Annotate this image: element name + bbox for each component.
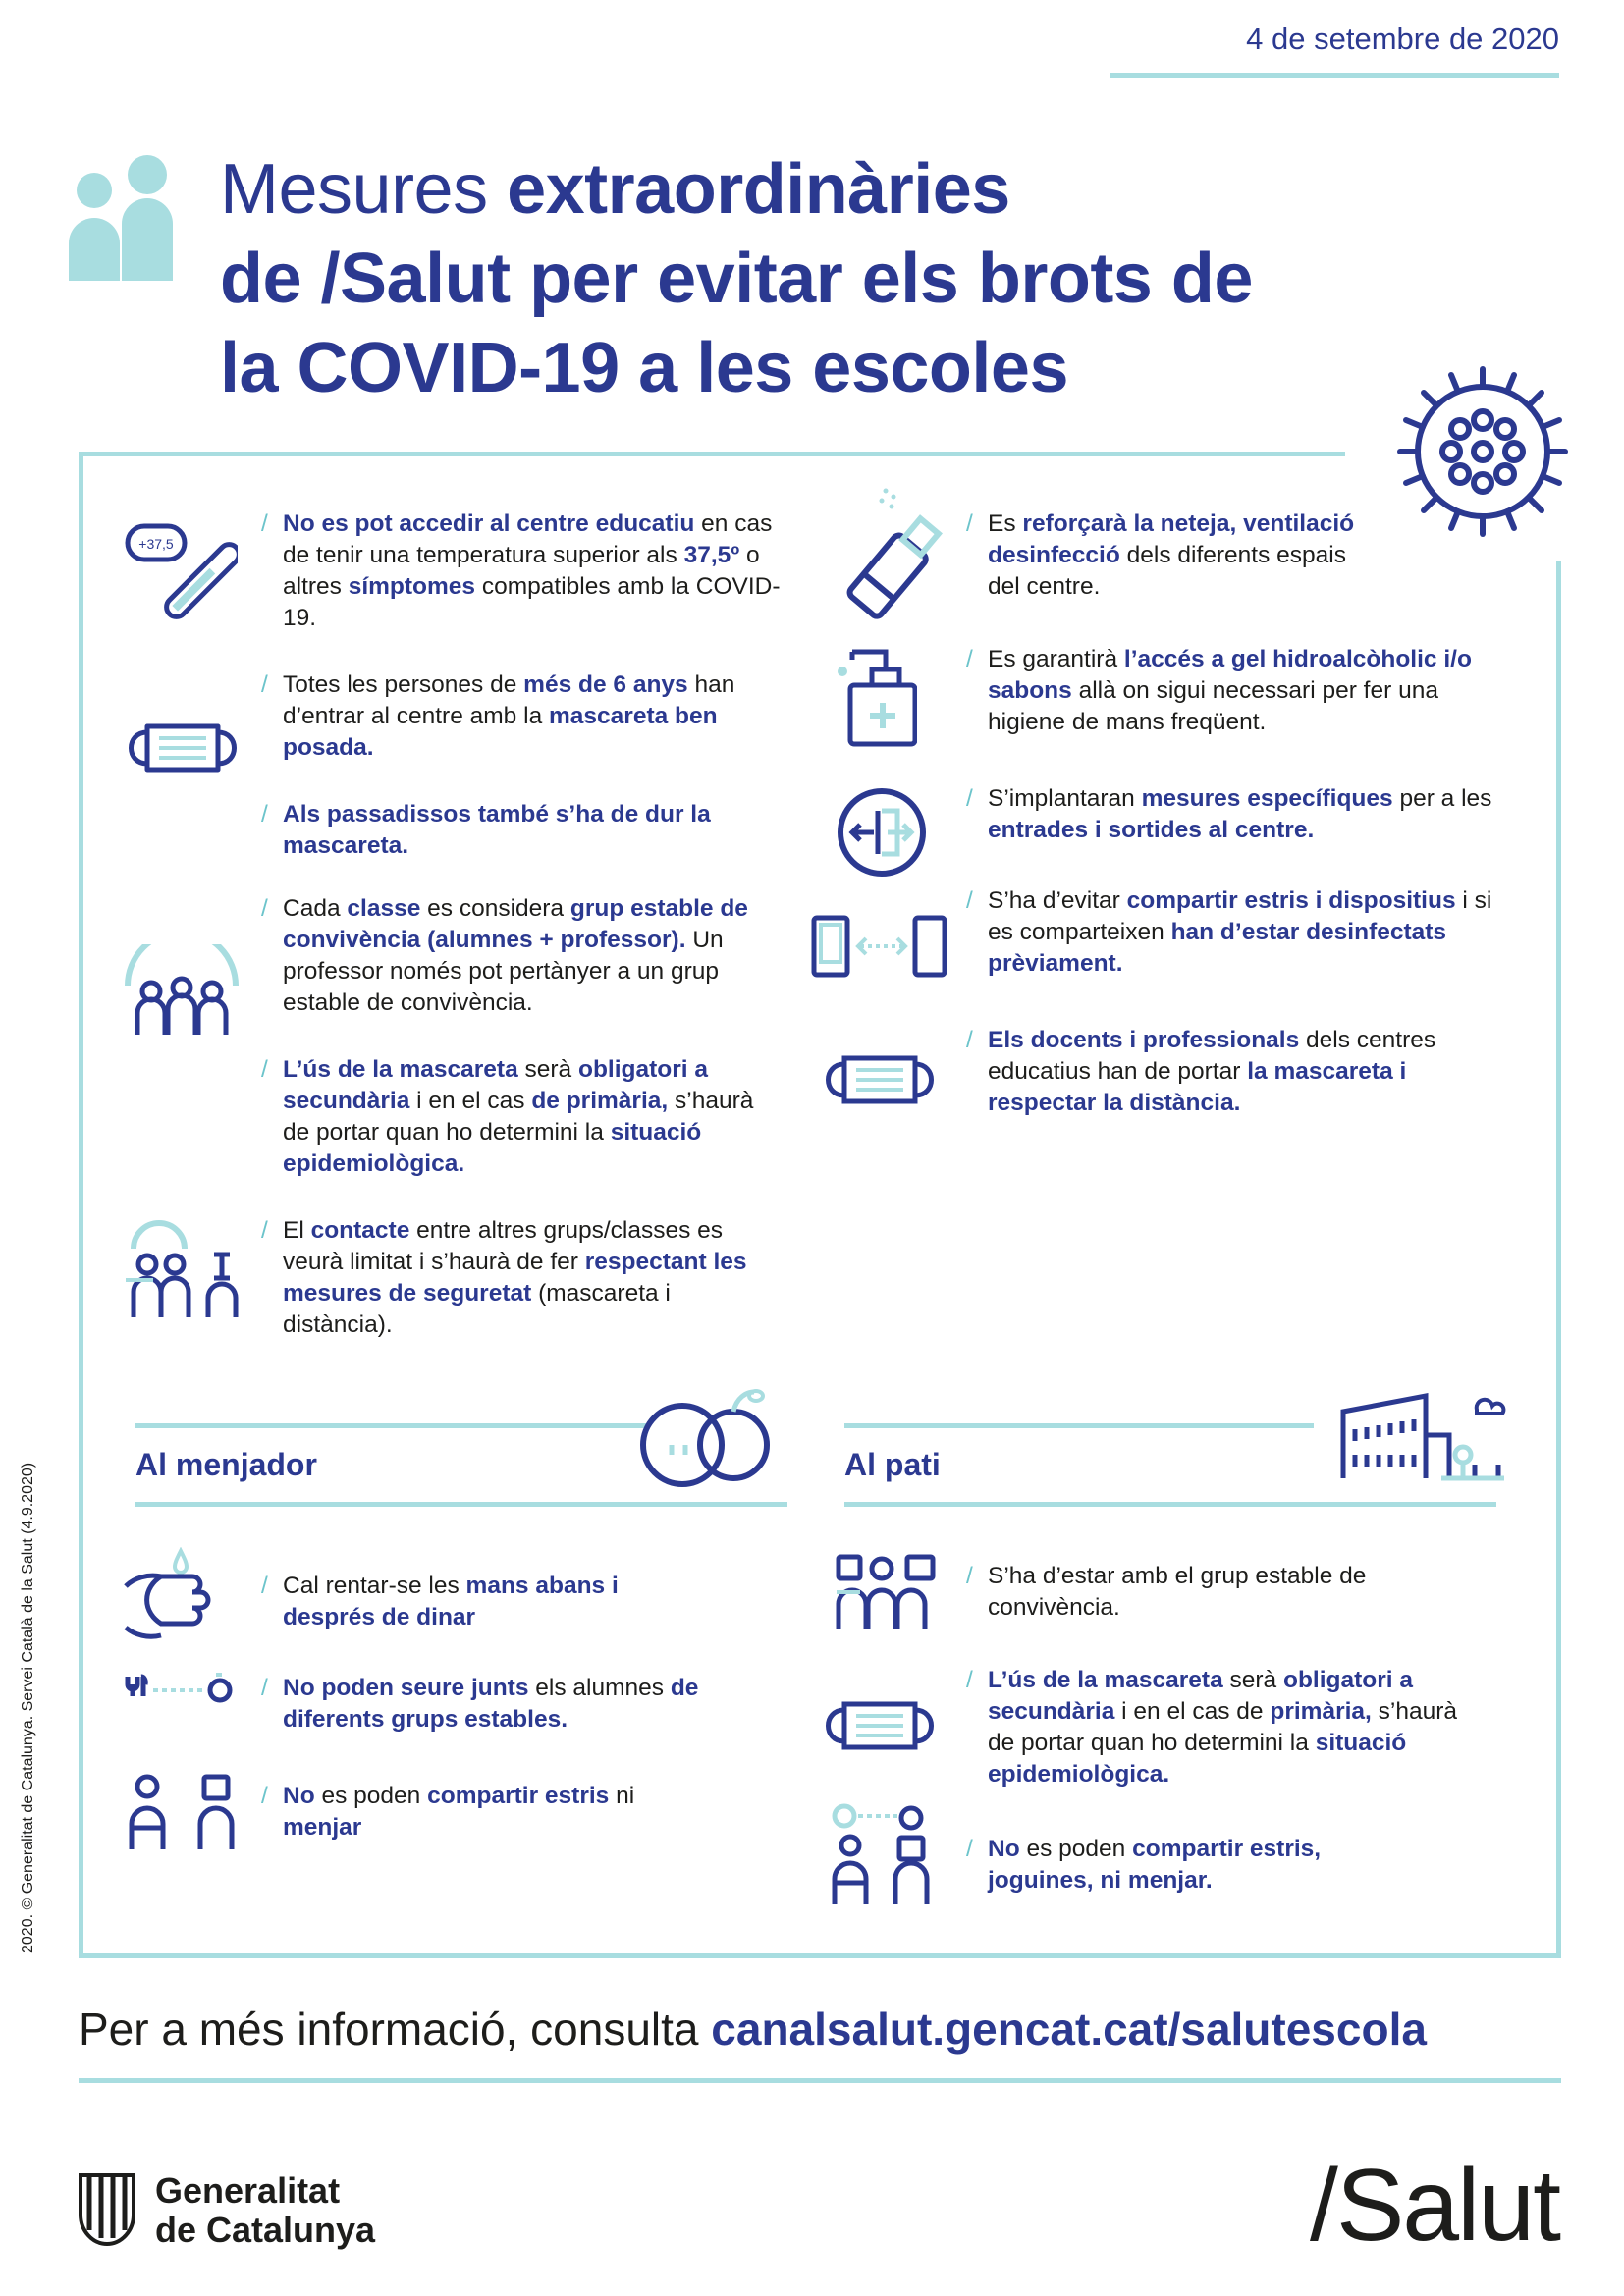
children-ball-icon <box>831 1802 933 1906</box>
generalitat-logo-text: Generalitat de Catalunya <box>155 2170 376 2250</box>
more-info-line: Per a més informació, consulta canalsalut.gencat.cat/salutescola <box>79 2003 1427 2055</box>
list-item: / S’ha d’estar amb el grup estable de convivència. <box>966 1563 1367 1621</box>
virus-icon <box>1386 355 1579 548</box>
list-item: / Als passadissos també s’ha de dur la mascareta. <box>261 801 711 859</box>
school-icon <box>1337 1390 1510 1484</box>
mask-icon <box>819 1698 941 1753</box>
svg-text:+37,5: +37,5 <box>138 536 174 552</box>
list-item: / S’ha d’evitar compartir estris i dispositius i si es comparteixen han d’estar desinfectats prèviament. <box>966 887 1492 977</box>
list-item: / No es poden compartir estris, joguines, ni menjar. <box>966 1836 1322 1894</box>
date: 4 de setembre de 2020 <box>1246 22 1559 56</box>
list-item: / Cal rentar-se les mans abans i després de dinar <box>261 1573 619 1630</box>
list-item: / Els docents i professionals dels centres educatius han de portar la mascareta i respectar la distància. <box>966 1027 1436 1116</box>
list-item: / L’ús de la mascareta serà obligatori a secundària i en el cas de primària, s’haurà de portar quan ho determini la situació epidemiològica. <box>261 1056 754 1177</box>
fruit-icon <box>638 1382 776 1492</box>
list-item: / Es reforçarà la neteja, ventilació desinfecció dels diferents espais del centre. <box>966 510 1355 600</box>
info-link[interactable]: canalsalut.gencat.cat/salutescola <box>711 2003 1427 2055</box>
entrance-exit-icon <box>835 785 929 880</box>
page-title: Mesures extraordinàries de /Salut per evitar els brots de la COVID-19 a les escoles <box>220 150 1253 407</box>
handwash-icon <box>122 1547 220 1639</box>
copyright-credit: 2020. © Generalitat de Catalunya. Servei Català de la Salut (4.9.2020) <box>20 1462 36 1953</box>
sanitizer-icon <box>833 644 917 748</box>
list-item: / No es pot accedir al centre educatiu en cas de tenir una temperatura superior als 37,5º o altres símptomes compatibles amb la COVID-19. <box>261 510 781 631</box>
date-divider <box>1110 73 1559 78</box>
mask-icon <box>819 1052 941 1107</box>
section-bottom-rule <box>135 1502 787 1507</box>
spray-icon <box>823 483 950 626</box>
list-item: / El contacte entre altres grups/classes es veurà limitat i s’haurà de fer respectant les mesures de seguretat (mascareta i distància). <box>261 1217 747 1338</box>
section-bottom-rule <box>844 1502 1496 1507</box>
section-top-rule <box>135 1423 646 1428</box>
group-icon <box>124 944 240 1037</box>
seating-icon <box>122 1673 240 1743</box>
list-item: / L’ús de la mascareta serà obligatori a secundària i en el cas de primària, s’haurà de portar quan ho determini la situació epidemiològica. <box>966 1667 1458 1788</box>
list-item: / No es poden compartir estris ni menjar <box>261 1783 635 1841</box>
list-item: / No poden seure junts els alumnes de diferents grups estables. <box>261 1675 699 1733</box>
contact-icon <box>124 1219 240 1319</box>
section-title-pati: Al pati <box>844 1447 941 1482</box>
group-play-icon <box>835 1553 943 1631</box>
people-icon <box>67 155 181 281</box>
footer-divider <box>79 2078 1561 2083</box>
children-icon <box>122 1773 240 1851</box>
devices-icon <box>811 915 948 978</box>
list-item: / Cada classe es considera grup estable de convivència (alumnes + professor). Un professor només pot pertànyer a un grup estable de convivència. <box>261 895 748 1016</box>
section-top-rule <box>844 1423 1314 1428</box>
section-title-menjador: Al menjador <box>135 1447 317 1482</box>
list-item: / Totes les persones de més de 6 anys han d’entrar al centre amb la mascareta ben posada. <box>261 671 735 761</box>
mask-icon <box>122 721 244 775</box>
thermometer-icon <box>124 520 238 642</box>
generalitat-logo-icon <box>77 2171 137 2246</box>
list-item: / Es garantirà l’accés a gel hidroalcòholic i/o sabons allà on sigui necessari per fer una higiene de mans freqüent. <box>966 646 1472 735</box>
list-item: / S’implantaran mesures específiques per a les entrades i sortides al centre. <box>966 785 1492 843</box>
salut-logo: /Salut <box>1310 2149 1559 2263</box>
